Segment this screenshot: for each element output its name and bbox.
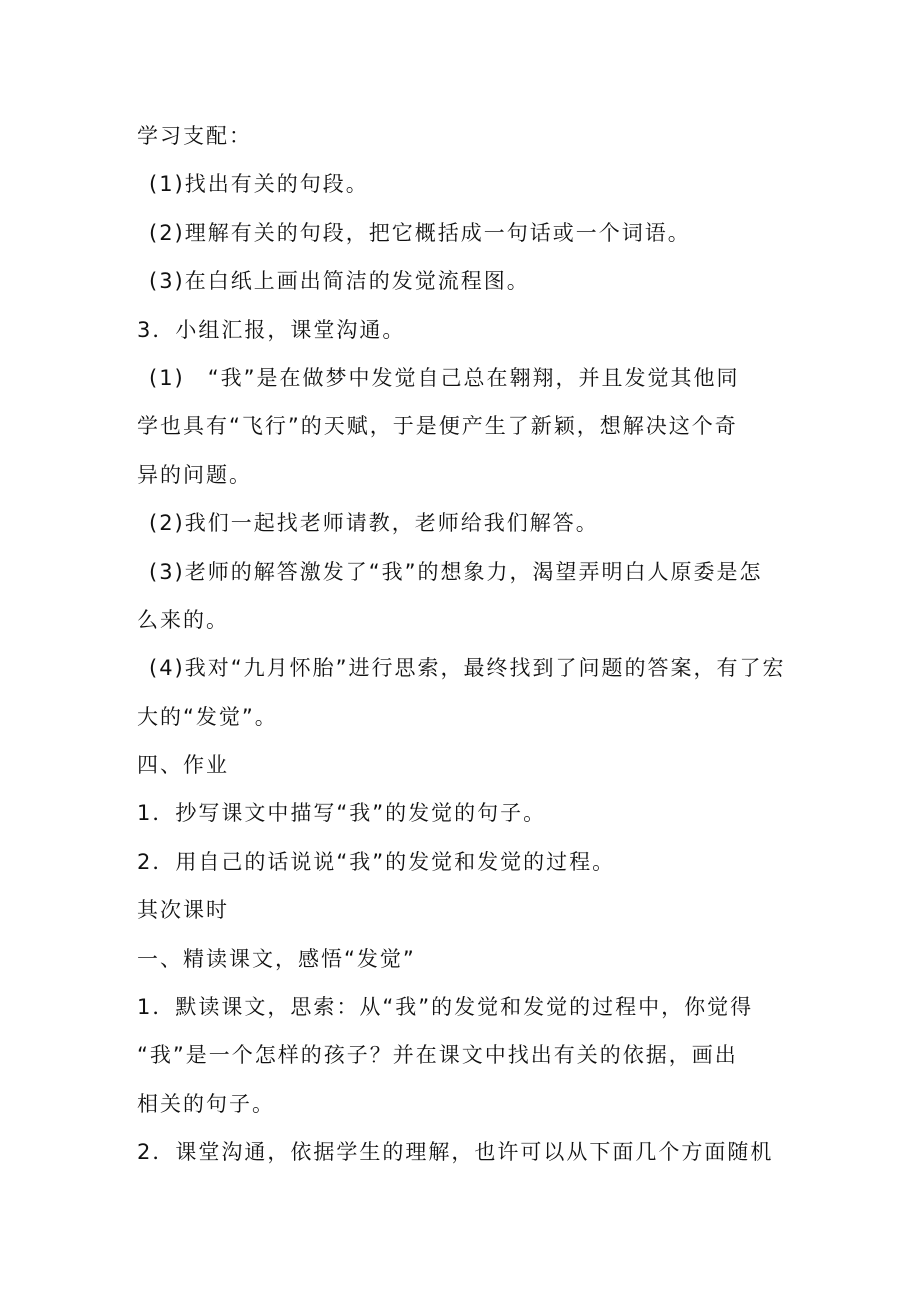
text-line: (2)我们一起找老师请教，老师给我们解答。 bbox=[149, 511, 599, 536]
text-line: 相关的句子。 bbox=[137, 1091, 275, 1116]
text-line: 2．课堂沟通，依据学生的理解，也许可以从下面几个方面随机 bbox=[137, 1140, 774, 1165]
text-line: (4)我对“九月怀胎”进行思索，最终找到了问题的答案，有了宏 bbox=[149, 656, 786, 681]
section-heading: 四、作业 bbox=[137, 753, 229, 778]
text-line: 大的“发觉”。 bbox=[137, 704, 278, 729]
text-line: (1) “我”是在做梦中发觉自己总在翱翔，并且发觉其他同 bbox=[149, 365, 740, 390]
text-line: (2)理解有关的句段，把它概括成一句话或一个词语。 bbox=[149, 220, 691, 245]
text-line: 异的问题。 bbox=[137, 462, 252, 487]
text-line: 学习支配： bbox=[137, 124, 252, 148]
text-line: 么来的。 bbox=[137, 607, 229, 632]
text-line: 3．小组汇报，课堂沟通。 bbox=[137, 317, 406, 342]
text-line: 1．默读课文，思索：从“我”的发觉和发觉的过程中，你觉得 bbox=[137, 995, 754, 1020]
text-line: 2．用自己的话说说“我”的发觉和发觉的过程。 bbox=[137, 849, 616, 874]
text-line: 1．抄写课文中描写“我”的发觉的句子。 bbox=[137, 801, 547, 826]
document-body bbox=[137, 112, 787, 1177]
section-heading: 一、精读课文，感悟“发觉” bbox=[137, 946, 416, 971]
text-line: 学也具有“飞行”的天赋，于是便产生了新颖，想解决这个奇 bbox=[137, 414, 738, 439]
section-heading: 其次课时 bbox=[137, 898, 229, 923]
text-line: (3)在白纸上画出简洁的发觉流程图。 bbox=[149, 269, 530, 294]
text-line: (3)老师的解答激发了“我”的想象力，渴望弄明白人原委是怎 bbox=[149, 559, 763, 584]
text-line: (1)找出有关的句段。 bbox=[149, 172, 369, 197]
text-line: “我”是一个怎样的孩子？并在课文中找出有关的依据，画出 bbox=[137, 1043, 738, 1068]
